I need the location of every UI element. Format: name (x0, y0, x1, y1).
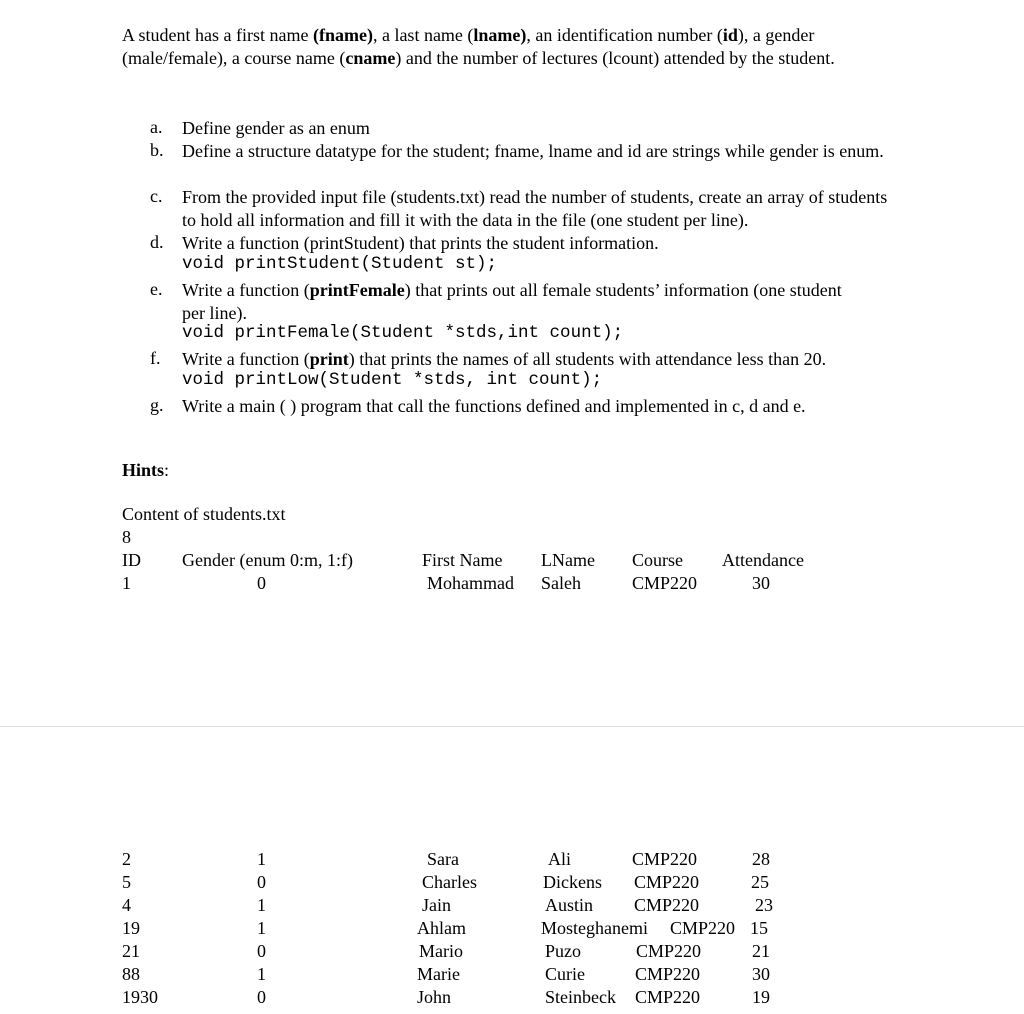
cell-attendance: 19 (752, 987, 770, 1007)
hints-label: Hints (122, 460, 165, 480)
item-e-pre: Write a function ( (182, 280, 310, 300)
cell-first-name: Jain (422, 895, 451, 915)
item-letter-d: d. (150, 232, 164, 252)
cell-gender: 0 (257, 573, 266, 593)
item-e-bold: printFemale (309, 280, 405, 300)
cell-last-name: Curie (545, 964, 585, 984)
cell-gender: 0 (257, 872, 266, 892)
cell-course: CMP220 (632, 573, 698, 593)
header-course: Course (632, 550, 683, 570)
cell-gender: 1 (257, 964, 266, 984)
intro-paragraph (122, 24, 912, 70)
cell-id: 19 (122, 918, 140, 938)
cell-last-name: Puzo (545, 941, 581, 961)
item-letter-c: c. (150, 186, 163, 206)
header-id: ID (122, 550, 141, 570)
item-letter-b: b. (150, 140, 164, 160)
item-e-post: ) that prints out all female students’ information (one student per line). (182, 280, 842, 323)
cell-first-name: Charles (422, 872, 477, 892)
cell-course: CMP220 (670, 918, 736, 938)
cell-course: CMP220 (632, 849, 698, 869)
intro-fname: (fname) (312, 25, 373, 45)
hints-heading (122, 460, 169, 481)
cell-id: 1930 (122, 987, 158, 1007)
cell-id: 2 (122, 849, 131, 869)
intro-text: , an identification number ( (526, 25, 723, 45)
header-first-name: First Name (422, 550, 503, 570)
cell-first-name: Sara (427, 849, 459, 869)
intro-text: ), a gender (male/female), a course name ( (122, 25, 815, 68)
cell-last-name: Mosteghanemi (541, 918, 648, 938)
cell-id: 88 (122, 964, 140, 984)
cell-attendance: 21 (752, 941, 770, 961)
item-f-bold: print (309, 349, 349, 369)
cell-attendance: 28 (752, 849, 770, 869)
item-b-text: Define a structure datatype for the student; fname, lname and id are strings while gender is enum. (182, 141, 884, 161)
cell-attendance: 30 (752, 573, 770, 593)
intro-text: A student has a first name (122, 25, 313, 45)
cell-id: 4 (122, 895, 131, 915)
cell-course: CMP220 (636, 941, 702, 961)
student-count: 8 (122, 527, 131, 547)
cell-course: CMP220 (634, 872, 700, 892)
item-letter-a: a. (150, 117, 163, 137)
item-d-code: void printStudent(Student st); (182, 254, 498, 274)
cell-gender: 0 (257, 987, 266, 1007)
item-c-text: From the provided input file (students.txt) read the number of students, create an array of students to hold all information and fill it with the data in the file (one student per line). (182, 187, 888, 230)
item-g-text: Write a main ( ) program that call the functions defined and implemented in c, d and e. (182, 396, 806, 416)
item-letter-e: e. (150, 279, 163, 299)
header-last-name: LName (541, 550, 595, 570)
intro-text: ) and the number of lectures (lcount) attended by the student. (395, 48, 835, 68)
cell-first-name: Mario (419, 941, 463, 961)
item-f-text (182, 348, 922, 371)
cell-course: CMP220 (635, 964, 701, 984)
intro-cname: cname (345, 48, 396, 68)
cell-id: 21 (122, 941, 140, 961)
item-f-code: void printLow(Student *stds, int count); (182, 370, 603, 390)
cell-attendance: 30 (752, 964, 770, 984)
cell-gender: 1 (257, 849, 266, 869)
cell-attendance: 15 (750, 918, 768, 938)
cell-attendance: 23 (755, 895, 773, 915)
item-f-pre: Write a function ( (182, 349, 310, 369)
cell-attendance: 25 (751, 872, 769, 892)
header-attendance: Attendance (722, 550, 804, 570)
cell-gender: 0 (257, 941, 266, 961)
item-a-text: Define gender as an enum (182, 118, 370, 138)
intro-lname: lname) (473, 25, 527, 45)
item-letter-g: g. (150, 395, 164, 415)
cell-last-name: Saleh (541, 573, 581, 593)
cell-last-name: Austin (545, 895, 594, 915)
content-label: Content of students.txt (122, 504, 286, 524)
cell-first-name: Ahlam (417, 918, 466, 938)
cell-first-name: Marie (417, 964, 460, 984)
cell-id: 5 (122, 872, 131, 892)
intro-text: , a last name ( (372, 25, 474, 45)
cell-last-name: Dickens (543, 872, 602, 892)
item-e-code: void printFemale(Student *stds,int count); (182, 323, 624, 343)
cell-course: CMP220 (635, 987, 701, 1007)
item-letter-f: f. (150, 348, 161, 368)
cell-last-name: Ali (548, 849, 572, 869)
item-d-text: Write a function (printStudent) that prints the student information. (182, 233, 659, 253)
cell-last-name: Steinbeck (545, 987, 616, 1007)
intro-id: id (722, 25, 738, 45)
header-gender: Gender (enum 0:m, 1:f) (182, 550, 353, 570)
item-f-post: ) that prints the names of all students with attendance less than 20. (348, 349, 827, 369)
cell-id: 1 (122, 573, 131, 593)
cell-gender: 1 (257, 918, 266, 938)
hints-colon: : (164, 460, 170, 480)
cell-first-name: Mohammad (427, 573, 514, 593)
cell-course: CMP220 (634, 895, 700, 915)
cell-first-name: John (417, 987, 452, 1007)
item-e-text (182, 279, 862, 325)
page-divider (0, 726, 1024, 727)
cell-gender: 1 (257, 895, 266, 915)
